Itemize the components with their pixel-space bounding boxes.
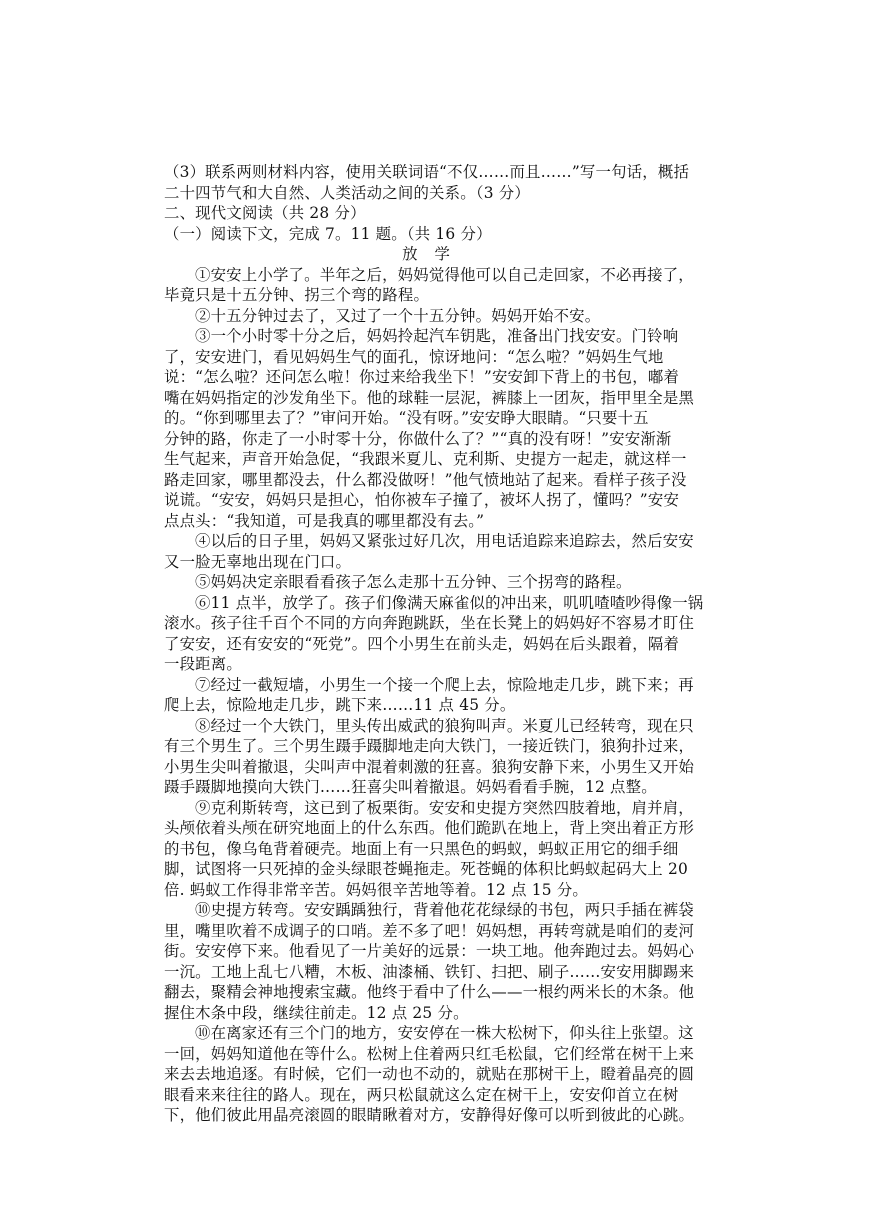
paragraph-line: ②十五分钟过去了，又过了一个十五分钟。妈妈开始不安。 bbox=[195, 306, 601, 325]
paragraph-line: 眼看来来往往的路人。现在，两只松鼠就这么定在树干上，安安仰首立在树 bbox=[164, 1085, 679, 1104]
question-line: 二十四节气和大自然、人类活动之间的关系。（3 分） bbox=[164, 183, 530, 202]
paragraph bbox=[164, 265, 694, 306]
paragraph-line: ⑥11 点半，放学了。孩子们像满天麻雀似的冲出来，叽叽喳喳吵得像一锅 bbox=[195, 593, 704, 612]
paragraph-line: 里，嘴里吹着不成调子的口哨。差不多了吧！妈妈想，再转弯就是咱们的麦河 bbox=[164, 921, 695, 940]
article-title: 放 学 bbox=[402, 245, 456, 263]
paragraph bbox=[164, 306, 694, 327]
paragraph-line: 分钟的路，你走了一小时零十分，你做什么了？”“真的没有呀！”安安渐渐 bbox=[164, 429, 672, 448]
paragraph-line: 毕竟只是十五分钟、拐三个弯的路程。 bbox=[164, 286, 430, 304]
question-block bbox=[164, 162, 694, 203]
paragraph-line: ⑩史提方转弯。安安踽踽独行，背着他花花绿绿的书包，两只手插在裤袋 bbox=[195, 901, 694, 919]
paragraph-line: 蹑手蹑脚地摸向大铁门……狂喜尖叫着撤退。妈妈看看手腕，12 点整。 bbox=[164, 778, 657, 796]
question-line: （3）联系两则材料内容，使用关联词语“不仅……而且……”写一句话，概括 bbox=[164, 163, 690, 181]
paragraph-line: ⑤妈妈决定亲眼看看孩子怎么走那十五分钟、三个拐弯的路程。 bbox=[195, 573, 632, 591]
paragraph-line: 翻去，聚精会神地搜索宝藏。他终于看中了什么——一根约两米长的木条。他 bbox=[164, 983, 695, 1001]
paragraph-line: 有三个男生了。三个男生蹑手蹑脚地走向大铁门，一接近铁门，狼狗扑过来， bbox=[164, 737, 695, 755]
paragraph-line: 点点头：“我知道，可是我真的哪里都没有去。” bbox=[164, 511, 485, 530]
paragraph-line: 头颅依着头颅在研究地面上的什么东西。他们跪趴在地上，背上突出着正方形 bbox=[164, 819, 695, 837]
paragraph-line: 路走回家，哪里都没去，什么都没做呀！”他气愤地站了起来。看样子孩子没 bbox=[164, 470, 687, 489]
paragraph-line: ⑦经过一截短墙，小男生一个接一个爬上去，惊险地走几步，跳下来；再 bbox=[195, 675, 694, 694]
sub-heading: （一）阅读下文，完成 7。11 题。（共 16 分） bbox=[164, 224, 492, 243]
document-page bbox=[164, 162, 704, 1126]
paragraph-line: ①安安上小学了。半年之后，妈妈觉得他可以自己走回家，不必再接了， bbox=[195, 265, 694, 284]
paragraph-line: 说：“怎么啦？还问怎么啦！你过来给我坐下！”安安卸下背上的书包，嘟着 bbox=[164, 368, 680, 386]
paragraph bbox=[164, 1023, 694, 1126]
paragraph-line: ④以后的日子里，妈妈又紧张过好几次，用电话追踪来追踪去，然后安安 bbox=[195, 532, 694, 550]
paragraph-line: 来去去地追逐。有时候，它们一动也不动的，就贴在那树干上，瞪着晶亮的圆 bbox=[164, 1065, 695, 1083]
paragraph bbox=[164, 593, 704, 675]
paragraph bbox=[164, 716, 694, 798]
paragraph-line: 小男生尖叫着撤退，尖叫声中混着刺激的狂喜。狼狗安静下来，小男生又开始 bbox=[164, 757, 695, 776]
paragraph bbox=[164, 675, 694, 716]
paragraph-line: 了，安安进门，看见妈妈生气的面孔，惊讶地问：“怎么啦？”妈妈生气地 bbox=[164, 347, 664, 366]
paragraph-line: 一段距离。 bbox=[164, 655, 242, 673]
paragraph bbox=[164, 531, 694, 572]
paragraph-line: 下，他们彼此用晶亮滚圆的眼睛瞅着对方，安静得好像可以听到彼此的心跳。 bbox=[164, 1106, 695, 1124]
paragraph-line: ③一个小时零十分之后，妈妈拎起汽车钥匙，准备出门找安安。门铃响 bbox=[195, 327, 679, 345]
paragraph-line: 的书包，像乌龟背着硬壳。地面上有一只黑色的蚂蚁，蚂蚁正用它的细手细 bbox=[164, 839, 679, 858]
paragraph-line: 又一脸无辜地出现在门口。 bbox=[164, 552, 352, 571]
paragraph-line: 握住木条中段，继续往前走。12 点 25 分。 bbox=[164, 1003, 469, 1022]
paragraph-line: 一回，妈妈知道他在等什么。松树上住着两只红毛松鼠，它们经常在树干上来 bbox=[164, 1044, 695, 1063]
section-heading: 二、现代文阅读（共 28 分） bbox=[164, 204, 366, 222]
paragraph-line: 脚，试图将一只死掉的金头绿眼苍蝇拖走。死苍蝇的体积比蚂蚁起码大上 20 bbox=[164, 860, 688, 878]
paragraph-line: 街。安安停下来。他看见了一片美好的远景：一块工地。他奔跑过去。妈妈心 bbox=[164, 942, 695, 960]
paragraph-line: 生气起来，声音开始急促，“我跟米夏儿、克利斯、史提方一起走，就这样一 bbox=[164, 450, 687, 468]
paragraph-line: 的。“你到哪里去了？”审问开始。“没有呀。”安安睁大眼睛。“只要十五 bbox=[164, 409, 649, 427]
paragraph-line: 一沉。工地上乱七八糟，木板、油漆桶、铁钉、扫把、刷子……安安用脚踢来 bbox=[164, 962, 695, 981]
paragraph bbox=[164, 326, 694, 531]
paragraph-line: ⑨克利斯转弯，这已到了板栗街。安安和史提方突然四肢着地，肩并肩， bbox=[195, 798, 694, 817]
paragraph-line: 爬上去，惊险地走几步，跳下来……11 点 45 分。 bbox=[164, 696, 516, 714]
paragraph bbox=[164, 900, 694, 1023]
paragraph-line: 说谎。“安安，妈妈只是担心，怕你被车子撞了，被坏人拐了，懂吗？”安安 bbox=[164, 491, 680, 509]
paragraph bbox=[164, 572, 694, 593]
paragraph-line: 了安安，还有安安的“死党”。四个小男生在前头走，妈妈在后头跟着，隔着 bbox=[164, 634, 680, 653]
paragraph-line: 倍. 蚂蚁工作得非常辛苦。妈妈很辛苦地等着。12 点 15 分。 bbox=[164, 880, 589, 899]
paragraph-line: 滚水。孩子往千百个不同的方向奔跑跳跃，坐在长凳上的妈妈好不容易才盯住 bbox=[164, 614, 695, 632]
article-body bbox=[164, 265, 704, 1126]
paragraph-line: ⑩在离家还有三个门的地方，安安停在一株大松树下，仰头往上张望。这 bbox=[195, 1024, 694, 1042]
paragraph bbox=[164, 798, 694, 901]
paragraph-line: ⑧经过一个大铁门，里头传出威武的狼狗叫声。米夏儿已经转弯，现在只 bbox=[195, 716, 694, 735]
paragraph-line: 嘴在妈妈指定的沙发角坐下。他的球鞋一层泥，裤膝上一团灰，指甲里全是黑 bbox=[164, 388, 695, 407]
